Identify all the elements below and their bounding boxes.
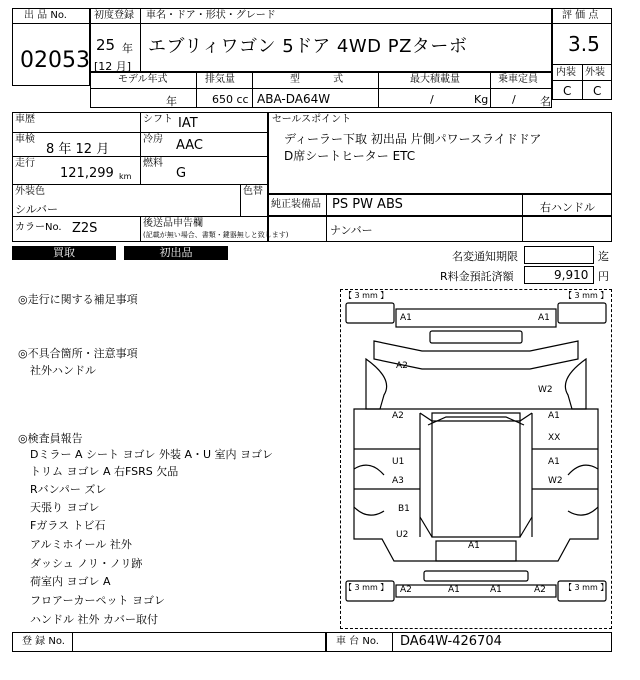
registration-year-unit: 年	[122, 42, 133, 55]
equipment-label: 純正装備品	[271, 199, 321, 210]
chassis-number: DA64W-426704	[400, 634, 502, 649]
fuel-value: G	[176, 166, 187, 181]
drive-side: 右ハンドル	[540, 201, 595, 214]
inspector-line-4: 天張り ヨゴレ	[30, 501, 100, 514]
inspector-line-9: フロアーカーペット ヨゴレ	[30, 594, 165, 607]
load-unit: Kg	[474, 93, 489, 106]
load-slash: /	[430, 93, 434, 106]
history-label: 車歴	[15, 114, 35, 125]
damage-rear-bumper-3: A1	[490, 585, 502, 595]
damage-side-upper-right: W2	[538, 385, 553, 395]
damage-front-right: A1	[538, 313, 550, 323]
capacity-slash: /	[512, 93, 516, 106]
fuel-label: 燃料	[143, 158, 163, 169]
mileage-label: 走行	[15, 158, 35, 169]
registration-month: [12 月]	[94, 60, 132, 73]
driving-notes-title: ◎走行に関する補足事項	[18, 293, 138, 306]
load-label: 最大積載量	[410, 74, 460, 85]
inspection-value: 8 年 12 月	[46, 142, 110, 157]
defect-notes-title: ◎不具合箇所・注意事項	[18, 347, 138, 360]
buy-button[interactable]: 買取	[12, 246, 116, 260]
car-name: エブリィワゴン 5ドア 4WD PZターボ	[148, 36, 468, 57]
interior-label: 内装	[556, 67, 576, 78]
displacement-label: 排気量	[205, 74, 235, 85]
ac-value: AAC	[176, 138, 203, 153]
color-no-label: カラーNo.	[15, 222, 62, 233]
recycle-unit: 円	[598, 270, 609, 283]
interior-grade: C	[563, 84, 572, 98]
damage-left-quarter-2: U2	[396, 530, 409, 540]
exterior-color-label: 外装色	[15, 186, 45, 197]
car-diagram	[340, 289, 612, 629]
inspector-line-3: Rバンパー ズレ	[30, 483, 107, 496]
sales-point-label: セールスポイント	[272, 114, 352, 125]
docs-value: ナンバー	[330, 224, 373, 237]
damage-left-door-rear: U1	[392, 457, 405, 467]
damage-rear-bumper-4: A2	[534, 585, 546, 595]
tire-front-left: 【 3 mm 】	[344, 291, 389, 300]
recycle-value: 9,910	[554, 268, 589, 282]
damage-rear-bumper-1: A2	[400, 585, 412, 595]
inspector-report-title: ◎検査員報告	[18, 432, 83, 445]
inspector-line-6: アルミホイール 社外	[30, 538, 132, 551]
inspector-line-5: Fガラス トビ石	[30, 519, 106, 532]
color-no: Z2S	[72, 221, 98, 236]
exterior-label: 外装	[585, 67, 605, 78]
registration-year: 25	[96, 36, 116, 54]
name-change-unit: 迄	[598, 250, 609, 263]
tire-front-right: 【 3 mm 】	[564, 291, 609, 300]
damage-left-door-front: A2	[392, 411, 404, 421]
name-change-box	[524, 246, 594, 264]
inspector-line-2: トリム ヨゴレ A 右FSRS 欠品	[30, 465, 179, 478]
inspector-line-10: ハンドル 社外 カバー取付	[30, 613, 158, 626]
car-name-label: 車名・ドア・形状・グレード	[146, 10, 276, 21]
chassis-number-label: 車 台 No.	[336, 636, 379, 647]
tire-rear-right: 【 3 mm 】	[564, 583, 609, 592]
damage-right-door-front: A1	[548, 411, 560, 421]
first-listing-button[interactable]: 初出品	[124, 246, 228, 260]
shift-value: IAT	[178, 116, 198, 131]
inspector-line-1: Dミラー A シート ヨゴレ 外装 A・U 室内 ヨゴレ	[30, 448, 274, 461]
exterior-color: シルバー	[15, 203, 58, 216]
inspector-line-7: ダッシュ ノリ・ノリ跡	[30, 557, 143, 570]
inspector-line-8: 荷室内 ヨゴレ A	[30, 575, 111, 588]
damage-right-door-rear: A1	[548, 457, 560, 467]
ac-label: 冷房	[143, 134, 163, 145]
docs-label: 後送品申告欄	[143, 218, 203, 229]
damage-left-door-rear-2: A3	[392, 476, 404, 486]
first-registration-label: 初度登録	[94, 10, 134, 21]
lot-number: 02053	[20, 48, 90, 73]
score-label: 評 価 点	[562, 10, 599, 21]
inspection-label: 車検	[15, 134, 35, 145]
damage-rear-glass: A1	[468, 541, 480, 551]
damage-front-left: A1	[400, 313, 412, 323]
color-change-label: 色替	[243, 186, 263, 197]
damage-side-upper-left: A2	[396, 361, 408, 371]
damage-left-quarter: B1	[398, 504, 410, 514]
type-label: 型 式	[290, 74, 344, 85]
shift-label: シフト	[143, 114, 173, 125]
model-year-label: モデル年式	[118, 74, 168, 85]
damage-right-door-front-2: XX	[548, 433, 561, 443]
evaluation-score: 3.5	[568, 32, 600, 56]
capacity-label: 乗車定員	[498, 74, 538, 85]
equipment-items: PS PW ABS	[332, 197, 403, 212]
docs-note: (記載が無い場合、書類・鍵器無しと致します)	[143, 231, 289, 239]
type-code: ABA-DA64W	[257, 92, 331, 106]
mileage-unit: km	[119, 172, 132, 181]
damage-right-door-rear-2: W2	[548, 476, 563, 486]
sales-point-line-2: D席シートヒーター ETC	[284, 149, 416, 163]
defect-notes-text: 社外ハンドル	[30, 364, 96, 377]
damage-rear-bumper-2: A1	[448, 585, 460, 595]
tire-rear-left: 【 3 mm 】	[344, 583, 389, 592]
recycle-label: R料金預託済額	[440, 270, 514, 283]
exterior-grade: C	[593, 84, 602, 98]
model-year-unit: 年	[166, 95, 177, 108]
mileage-value: 121,299	[60, 166, 114, 181]
docs-value-box	[268, 216, 612, 242]
registration-number-label: 登 録 No.	[22, 636, 65, 647]
capacity-unit: 名	[540, 95, 551, 108]
lot-number-label: 出 品 No.	[24, 10, 67, 21]
displacement-value: 650 cc	[212, 93, 249, 106]
name-change-label: 名変通知期限	[452, 250, 518, 263]
sales-point-line-1: ディーラー下取 初出品 片側パワースライドドア	[284, 132, 542, 146]
